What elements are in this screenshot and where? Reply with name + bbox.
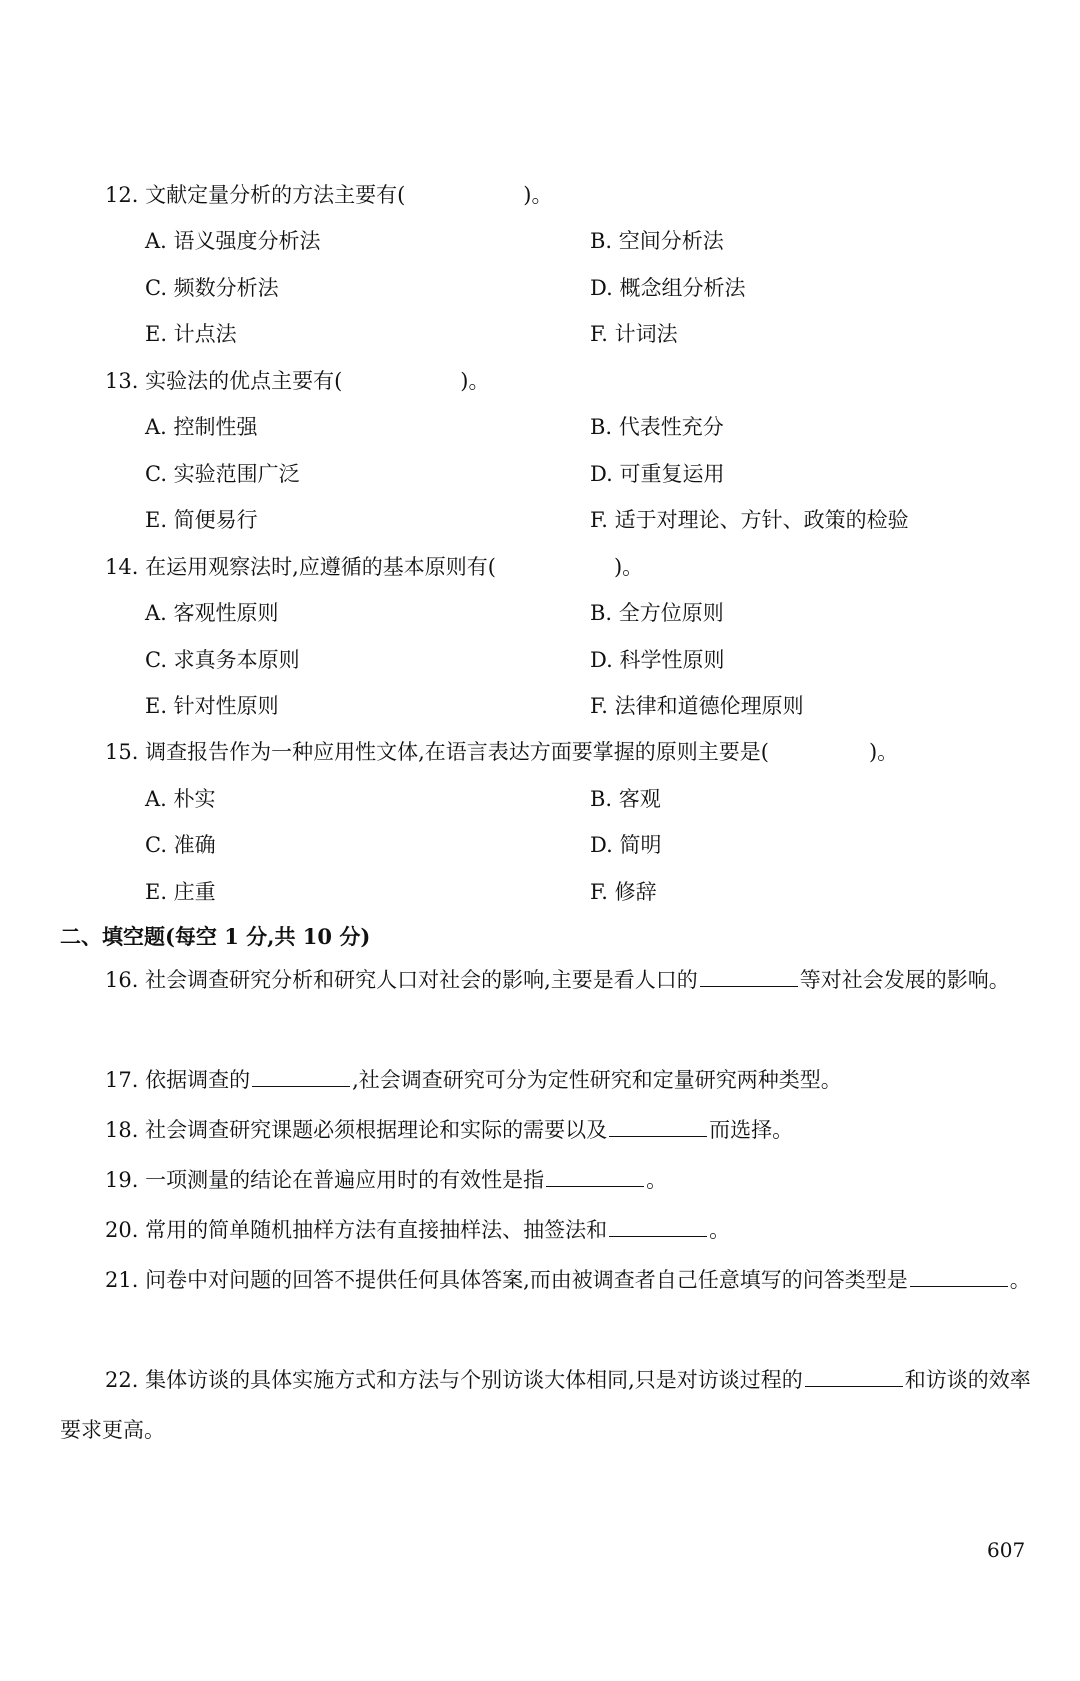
question-22-before: 22. 集体访谈的具体实施方式和方法与个别访谈大体相同,只是对访谈过程的 [105, 1368, 803, 1392]
question-14-stem [105, 552, 643, 582]
question-12-option-b: B. 空间分析法 [590, 229, 724, 253]
question-21-before: 21. 问卷中对问题的回答不提供任何具体答案,而由被调查者自己任意填写的问答类型是 [105, 1268, 908, 1292]
answer-blank-16 [700, 966, 798, 987]
answer-blank-20 [609, 1216, 707, 1237]
answer-blank-22 [805, 1366, 903, 1387]
question-14-option-d: D. 科学性原则 [590, 648, 725, 672]
question-15-close: )。 [868, 740, 899, 764]
question-18 [60, 1105, 1045, 1155]
question-14-text: 14. 在运用观察法时,应遵循的基本原则有( [105, 555, 496, 579]
question-12-option-d: D. 概念组分析法 [590, 276, 746, 300]
question-17-before: 17. 依据调查的 [105, 1068, 251, 1092]
question-22 [60, 1355, 1045, 1455]
question-14-option-e: E. 针对性原则 [145, 694, 279, 718]
question-15-option-d: D. 简明 [590, 833, 662, 857]
question-22-after: 和访谈的效率要求更高。 [60, 1368, 1031, 1442]
question-13-stem [105, 366, 489, 396]
answer-blank-18 [609, 1116, 707, 1137]
question-20-before: 20. 常用的简单随机抽样方法有直接抽样法、抽签法和 [105, 1218, 608, 1242]
question-12-option-e: E. 计点法 [145, 322, 237, 346]
question-12-close: )。 [523, 183, 553, 207]
question-18-before: 18. 社会调查研究课题必须根据理论和实际的需要以及 [105, 1118, 608, 1142]
question-14-option-f: F. 法律和道德伦理原则 [590, 694, 804, 718]
question-19 [60, 1155, 1045, 1205]
question-19-after: 。 [646, 1168, 668, 1192]
question-12-option-f: F. 计词法 [590, 322, 678, 346]
question-19-before: 19. 一项测量的结论在普遍应用时的有效性是指 [105, 1168, 545, 1192]
question-18-after: 而选择。 [709, 1118, 794, 1142]
question-14-option-c: C. 求真务本原则 [145, 648, 300, 672]
question-15-stem [105, 737, 898, 767]
question-13-option-a: A. 控制性强 [145, 415, 258, 439]
question-15-option-e: E. 庄重 [145, 880, 216, 904]
question-14-close: )。 [613, 555, 644, 579]
question-13-option-f: F. 适于对理论、方针、政策的检验 [590, 508, 909, 532]
question-13-close: )。 [460, 369, 490, 393]
question-14-option-a: A. 客观性原则 [145, 601, 279, 625]
answer-blank-17 [252, 1066, 350, 1087]
question-16 [60, 955, 1045, 1005]
question-12-text: 12. 文献定量分析的方法主要有( [105, 183, 406, 207]
question-13-option-c: C. 实验范围广泛 [145, 462, 300, 486]
question-16-after: 等对社会发展的影响。 [799, 968, 1010, 992]
page-number: 607 [987, 1538, 1026, 1562]
section-2-title: 二、填空题(每空 1 分,共 10 分) [60, 924, 371, 949]
question-12-stem [105, 180, 552, 210]
question-13-option-d: D. 可重复运用 [590, 462, 725, 486]
question-17-after: ,社会调查研究可分为定性研究和定量研究两种类型。 [352, 1068, 842, 1092]
question-17 [60, 1055, 1045, 1105]
question-15-option-b: B. 客观 [590, 787, 661, 811]
question-15-text: 15. 调查报告作为一种应用性文体,在语言表达方面要掌握的原则主要是( [105, 740, 769, 764]
question-16-before: 16. 社会调查研究分析和研究人口对社会的影响,主要是看人口的 [105, 968, 698, 992]
answer-blank-19 [546, 1166, 644, 1187]
question-20 [60, 1205, 1045, 1255]
answer-blank-21 [910, 1266, 1008, 1287]
question-13-text: 13. 实验法的优点主要有( [105, 369, 343, 393]
question-20-after: 。 [709, 1218, 731, 1242]
question-21 [60, 1255, 1045, 1305]
question-13-option-b: B. 代表性充分 [590, 415, 724, 439]
question-15-option-a: A. 朴实 [145, 787, 216, 811]
question-12-option-a: A. 语义强度分析法 [145, 229, 321, 253]
question-12-option-c: C. 频数分析法 [145, 276, 279, 300]
question-13-option-e: E. 简便易行 [145, 508, 258, 532]
question-15-option-c: C. 准确 [145, 833, 216, 857]
question-21-after: 。 [1009, 1268, 1031, 1292]
question-15-option-f: F. 修辞 [590, 880, 657, 904]
question-14-option-b: B. 全方位原则 [590, 601, 724, 625]
